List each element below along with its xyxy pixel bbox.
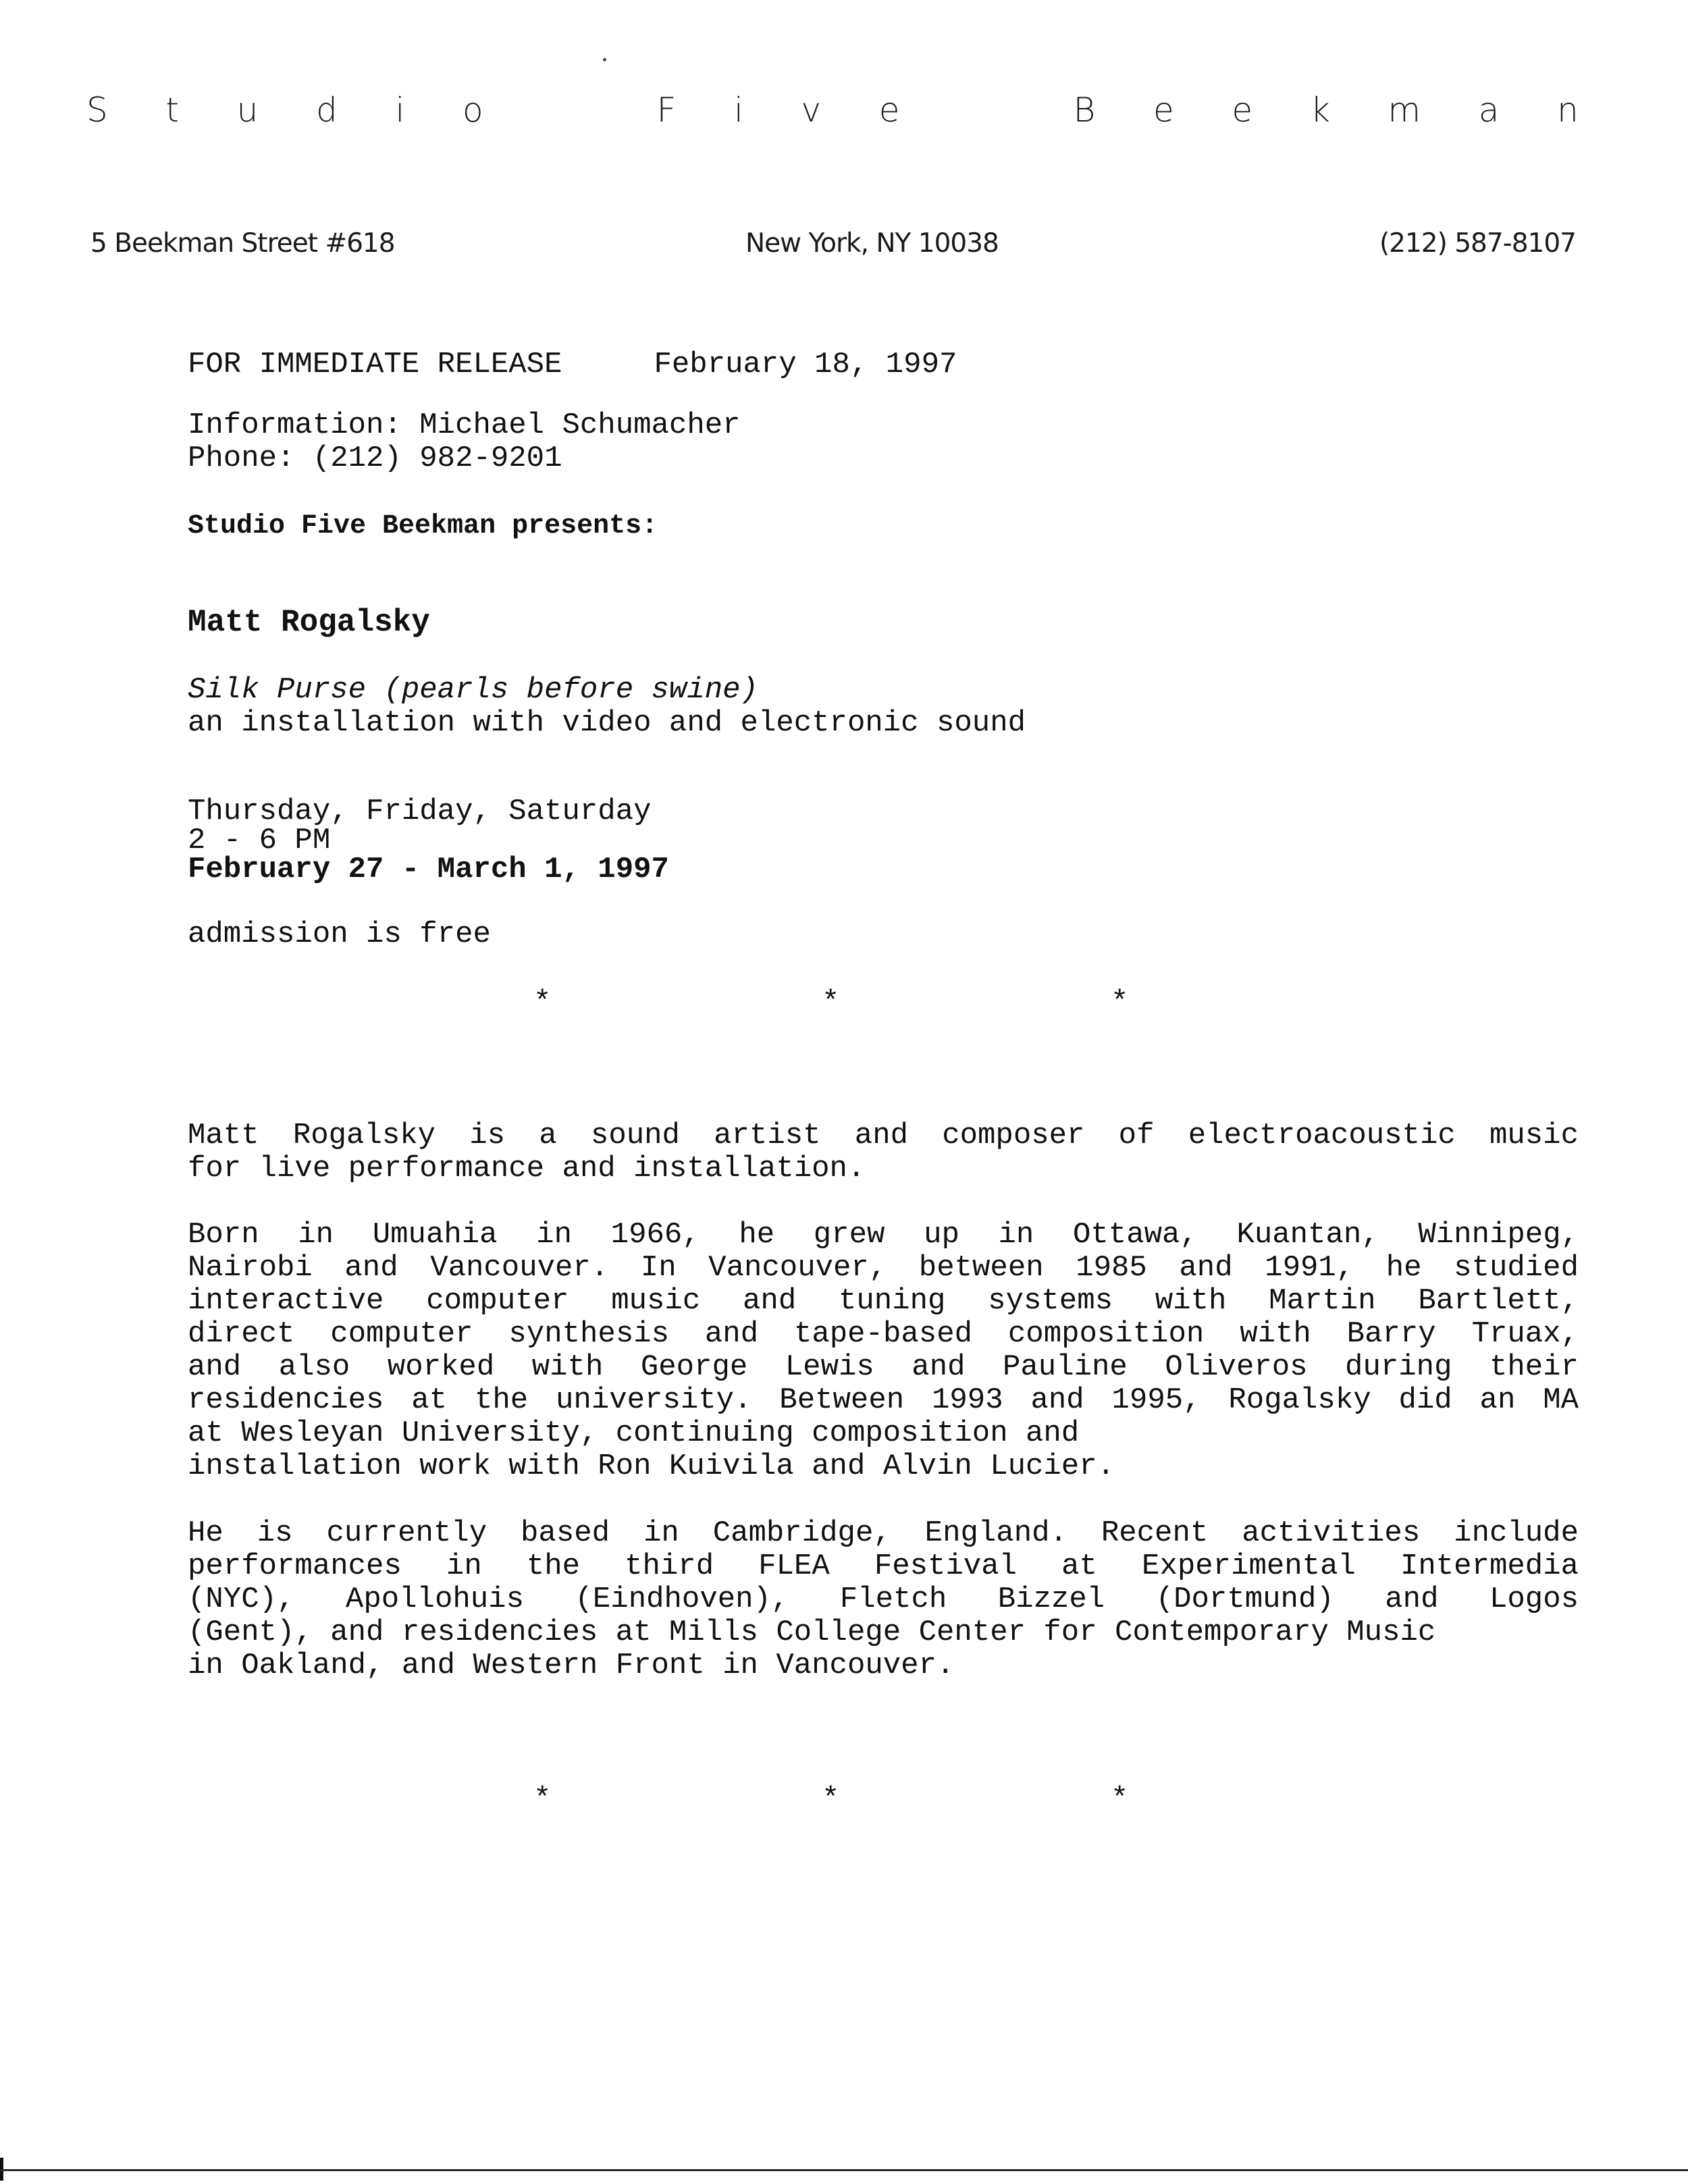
schedule-dates: February 27 - March 1, 1997 bbox=[188, 853, 669, 886]
letterhead-letter: o bbox=[463, 90, 483, 130]
letterhead-letter: S bbox=[86, 90, 108, 130]
letterhead-letter: F bbox=[656, 90, 677, 130]
letterhead-letter: a bbox=[1478, 90, 1500, 130]
scan-speck bbox=[603, 58, 606, 61]
letterhead-letter: t bbox=[165, 90, 180, 130]
work-description: an installation with video and electronic sound bbox=[188, 706, 1026, 740]
work-title: Silk Purse (pearls before swine) bbox=[188, 673, 758, 707]
star-separator bbox=[0, 986, 1688, 1019]
bio-line: Nairobi and Vancouver. In Vancouver, between 1985 and 1991, he studied bbox=[188, 1251, 1579, 1285]
scan-bottom-rule bbox=[0, 2169, 1688, 2171]
separator-star: * bbox=[533, 986, 552, 1019]
city-address: New York, NY 10038 bbox=[745, 228, 999, 259]
bio-line: at Wesleyan University, continuing composition and bbox=[188, 1416, 1080, 1450]
bio-line: (NYC), Apollohuis (Eindhoven), Fletch Bizzel (Dortmund) and Logos bbox=[188, 1582, 1579, 1616]
letterhead-letter: m bbox=[1388, 90, 1421, 130]
admission: admission is free bbox=[188, 917, 491, 951]
letterhead-letter: u bbox=[236, 90, 259, 130]
letterhead-address-line bbox=[90, 228, 1576, 269]
letterhead-title bbox=[86, 80, 1579, 140]
bio-paragraph-1 bbox=[188, 1119, 1579, 1186]
presents-line: Studio Five Beekman presents: bbox=[188, 511, 658, 541]
letterhead-letter: k bbox=[1310, 90, 1330, 130]
contact-info bbox=[188, 409, 1579, 475]
bio-paragraph-3 bbox=[188, 1517, 1579, 1682]
bio-line: He is currently based in Cambridge, England. Recent activities include bbox=[188, 1516, 1579, 1550]
release-label: FOR IMMEDIATE RELEASE bbox=[188, 348, 562, 381]
release-date: February 18, 1997 bbox=[654, 348, 957, 381]
contact-information: Information: Michael Schumacher bbox=[188, 408, 741, 442]
bio-line: residencies at the university. Between 1993 and 1995, Rogalsky did an MA bbox=[188, 1383, 1579, 1417]
letterhead-letter: e bbox=[1153, 90, 1174, 130]
bio-line: Matt Rogalsky is a sound artist and composer of electroacoustic music bbox=[188, 1119, 1579, 1152]
bio-line: performances in the third FLEA Festival at Experimental Intermedia bbox=[188, 1549, 1579, 1583]
bio-paragraph-2 bbox=[188, 1219, 1579, 1483]
street-address: 5 Beekman Street #618 bbox=[90, 228, 395, 259]
letterhead-letter: e bbox=[1232, 90, 1253, 130]
bio-line: direct computer synthesis and tape-based composition with Barry Truax, bbox=[188, 1317, 1579, 1351]
separator-star: * bbox=[1111, 986, 1129, 1019]
schedule-days: Thursday, Friday, Saturday bbox=[188, 795, 652, 828]
bio-line: installation work with Ron Kuivila and Alvin Lucier. bbox=[188, 1449, 1115, 1483]
bio-line: (Gent), and residencies at Mills College Center for Contemporary Music bbox=[188, 1616, 1436, 1649]
artist-name: Matt Rogalsky bbox=[188, 605, 430, 640]
contact-phone: Phone: (212) 982-9201 bbox=[188, 442, 562, 475]
separator-star: * bbox=[822, 986, 840, 1019]
schedule bbox=[188, 795, 1579, 886]
bio-line: interactive computer music and tuning systems with Martin Bartlett, bbox=[188, 1284, 1579, 1318]
separator-star: * bbox=[822, 1782, 840, 1816]
schedule-hours: 2 - 6 PM bbox=[188, 824, 331, 857]
bio-line: Born in Umuahia in 1966, he grew up in Ottawa, Kuantan, Winnipeg, bbox=[188, 1218, 1579, 1252]
letterhead-letter: v bbox=[801, 90, 822, 130]
release-header bbox=[188, 348, 1579, 381]
star-separator bbox=[0, 1782, 1688, 1816]
bio-line: and also worked with George Lewis and Pauline Oliveros during their bbox=[188, 1350, 1579, 1384]
letterhead-letter: i bbox=[733, 90, 743, 130]
bio-line: in Oakland, and Western Front in Vancouver. bbox=[188, 1649, 955, 1682]
letterhead-letter: d bbox=[316, 90, 338, 130]
work-info bbox=[188, 674, 1579, 740]
letterhead-letter: i bbox=[395, 90, 405, 130]
separator-star: * bbox=[1111, 1782, 1129, 1816]
letterhead-letter: e bbox=[878, 90, 900, 130]
letterhead-letter: B bbox=[1073, 90, 1096, 130]
letterhead-phone: (212) 587-8107 bbox=[1379, 228, 1576, 259]
separator-star: * bbox=[533, 1782, 552, 1816]
bio-line: for live performance and installation. bbox=[188, 1152, 866, 1186]
letterhead-letter: n bbox=[1557, 90, 1579, 130]
